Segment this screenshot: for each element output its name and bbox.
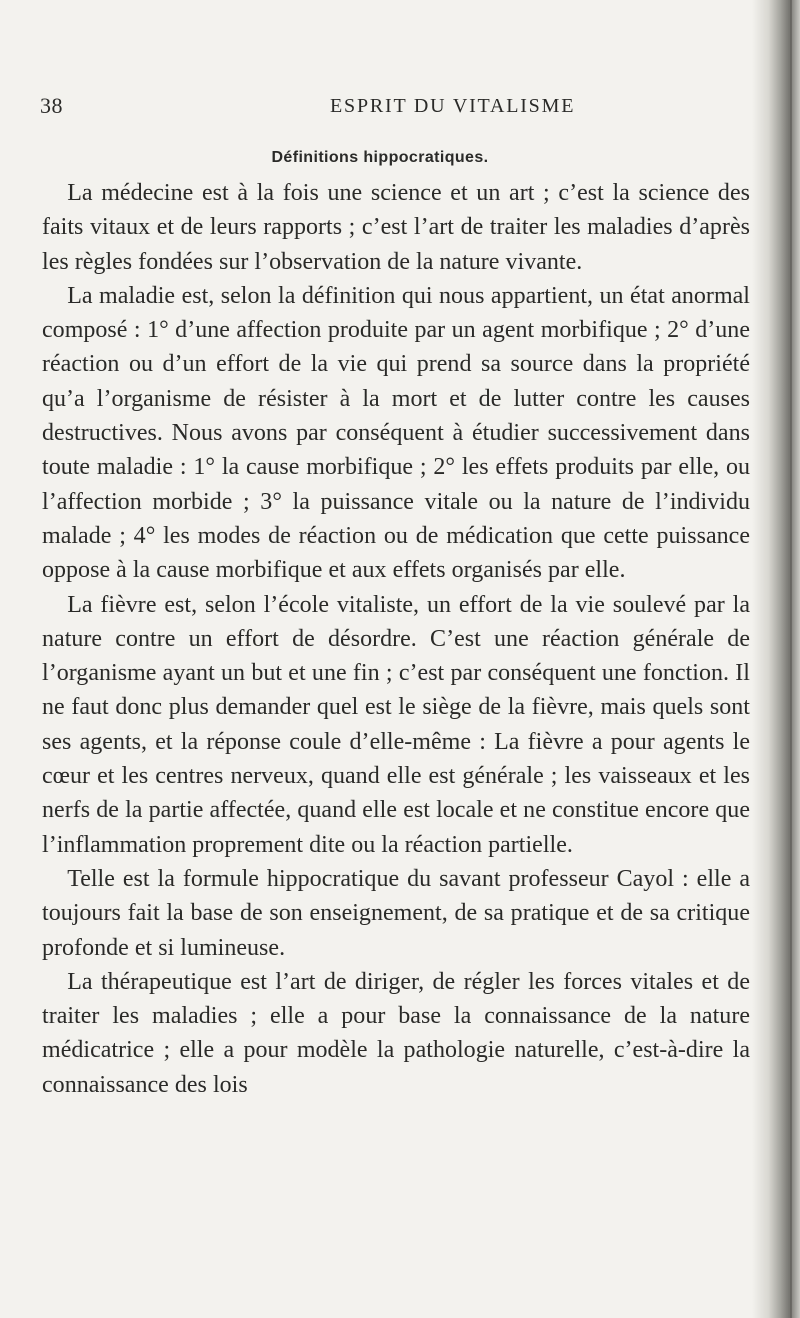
paragraph-therapeutique: La thérapeutique est l’art de diriger, de régler les forces vitales et de traiter les maladies ; elle a pour base la connaissance de la nature médicatrice ; elle a pour modèle la pathologie naturelle, c’est-à-dire la connaissance des lois [42, 968, 750, 1098]
body-text [42, 176, 750, 1102]
section-title: Définitions hippocratiques. [271, 149, 489, 166]
page-number: 38 [40, 93, 63, 118]
paragraph-fievre: La fièvre est, selon l’école vitaliste, un effort de la vie soulevé par la nature contre un effort de désordre. C’est une réaction générale de l’organisme ayant un but et une fin ; c’est par conséquent une fonction. Il ne faut donc plus demander quel est le siège de la fièvre, mais quels sont ses agents, et la réponse coule d’elle-même : La fièvre a pour agents le cœur et les centres nerveux, quand elle est générale ; les vaisseaux et les nerfs de la partie affectée, quand elle est locale et ne constitue encore que l’inflammation proprement dite ou la réaction partielle. [42, 591, 750, 858]
paragraph-maladie: La maladie est, selon la définition qui nous appartient, un état anormal composé : 1° d’une affection produite par un agent morbifique ; 2° d’une réaction ou d’un effort de la vie qui prend sa source dans la propriété qu’a l’organisme de résister à la mort et de lutter contre les causes destructives. Nous avons par conséquent à étudier successivement dans toute maladie : 1° la cause morbifique ; 2° les effets produits par elle, ou l’affection morbide ; 3° la puissance vitale ou la nature de l’individu malade ; 4° les modes de réaction ou de médication que cette puissance oppose à la cause morbifique et aux effets organisés par elle. [42, 282, 750, 584]
page-edge-shadow [752, 0, 800, 1318]
page-header [0, 93, 760, 123]
running-head: ESPRIT DU VITALISME [330, 95, 576, 117]
paragraph-formule: Telle est la formule hippocratique du savant professeur Cayol : elle a toujours fait la base de son enseignement, de sa pratique et de sa critique profonde et si lumineuse. [42, 865, 750, 961]
paragraph-medecine: La médecine est à la fois une science et un art ; c’est la science des faits vitaux et de leurs rapports ; c’est l’art de traiter les maladies d’après les règles fondées sur l’observation de la nature vivante. [42, 180, 750, 275]
